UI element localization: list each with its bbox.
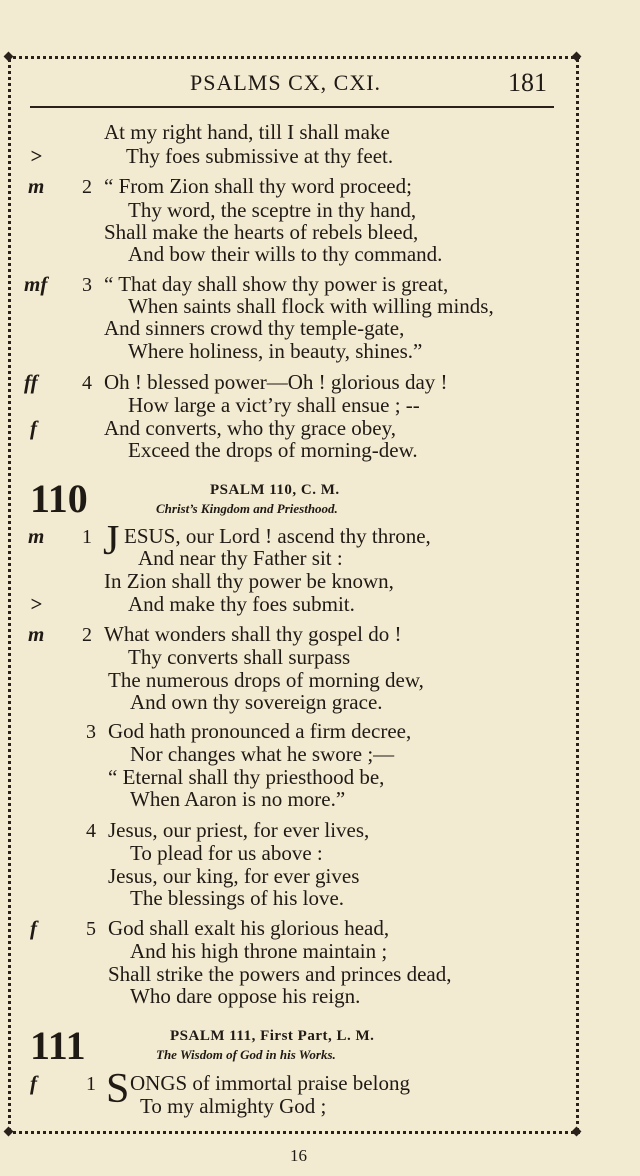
dynamic-mark: > bbox=[30, 144, 42, 168]
dynamic-mark: m bbox=[28, 524, 45, 548]
verse-line: When Aaron is no more.” bbox=[130, 787, 346, 811]
verse-line: ONGS of immortal praise belong bbox=[130, 1071, 410, 1095]
verse-line: God hath pronounced a firm decree, bbox=[108, 719, 412, 743]
verse-line: The blessings of his love. bbox=[130, 886, 345, 910]
verse-line: Shall strike the powers and princes dead, bbox=[108, 962, 452, 986]
verse-number: 4 bbox=[82, 372, 92, 394]
verse-line: Thy word, the sceptre in thy hand, bbox=[128, 198, 417, 222]
psalm-subtitle: The Wisdom of God in his Works. bbox=[156, 1047, 336, 1062]
verse-line: Thy foes submissive at thy feet. bbox=[126, 144, 394, 168]
bottom-border bbox=[8, 1131, 580, 1134]
dynamic-mark: ff bbox=[24, 370, 38, 394]
running-header: PSALMS CX, CXI. bbox=[190, 70, 382, 95]
verse-line: To plead for us above : bbox=[130, 841, 323, 865]
corner-ornament-bl bbox=[4, 1127, 14, 1137]
verse-line: At my right hand, till I shall make bbox=[104, 120, 390, 144]
left-border bbox=[8, 58, 11, 1132]
verse-line: Exceed the drops of morning-dew. bbox=[128, 438, 418, 462]
verse-line: And converts, who thy grace obey, bbox=[104, 416, 396, 440]
dynamic-mark: m bbox=[28, 174, 45, 198]
verse-line: “ From Zion shall thy word proceed; bbox=[104, 174, 412, 198]
verse-line: Where holiness, in beauty, shines.” bbox=[128, 339, 423, 363]
corner-ornament-tl bbox=[4, 52, 14, 62]
verse-line: The numerous drops of morning dew, bbox=[108, 668, 424, 692]
verse-line: Jesus, our priest, for ever lives, bbox=[108, 818, 370, 842]
verse-line: Who dare oppose his reign. bbox=[130, 984, 361, 1008]
verse-line: And sinners crowd thy temple-gate, bbox=[104, 316, 405, 340]
corner-ornament-br bbox=[572, 1127, 582, 1137]
verse-line: In Zion shall thy power be known, bbox=[104, 569, 394, 593]
right-border bbox=[576, 58, 579, 1132]
header-rule bbox=[30, 106, 554, 108]
psalm-number-large: 111 bbox=[30, 1023, 86, 1068]
verse-line: “ Eternal shall thy priesthood be, bbox=[108, 765, 385, 789]
verse-line: Shall make the hearts of rebels bleed, bbox=[104, 220, 419, 244]
verse-number: 1 bbox=[86, 1073, 96, 1095]
dynamic-mark: m bbox=[28, 622, 45, 646]
verse-line: And own thy sovereign grace. bbox=[130, 690, 383, 714]
psalm-subtitle: Christ’s Kingdom and Priesthood. bbox=[156, 501, 338, 516]
verse-line: And near thy Father sit : bbox=[138, 546, 343, 570]
verse-line: Thy converts shall surpass bbox=[128, 645, 351, 669]
psalm-title: PSALM 111, First Part, L. M. bbox=[170, 1028, 375, 1044]
verse-number: 3 bbox=[86, 721, 96, 743]
verse-line: Oh ! blessed power—Oh ! glorious day ! bbox=[104, 370, 448, 394]
verse-line: What wonders shall thy gospel do ! bbox=[104, 622, 402, 646]
dynamic-mark: > bbox=[30, 592, 42, 616]
dynamic-mark: f bbox=[30, 916, 37, 940]
verse-line: To my almighty God ; bbox=[140, 1094, 327, 1118]
psalm-title: PSALM 110, C. M. bbox=[210, 482, 340, 498]
verse-number: 2 bbox=[82, 624, 92, 646]
verse-line: And make thy foes submit. bbox=[128, 592, 355, 616]
psalm-number-large: 110 bbox=[30, 476, 88, 521]
verse-line: Jesus, our king, for ever gives bbox=[108, 864, 360, 888]
drop-cap: J bbox=[103, 518, 120, 564]
verse-number: 2 bbox=[82, 176, 92, 198]
dynamic-mark: mf bbox=[24, 272, 48, 296]
corner-ornament-tr bbox=[572, 52, 582, 62]
verse-line: God shall exalt his glorious head, bbox=[108, 916, 390, 940]
verse-line: When saints shall flock with willing minds, bbox=[128, 294, 494, 318]
verse-line: ESUS, our Lord ! ascend thy throne, bbox=[124, 524, 431, 548]
verse-line: And bow their wills to thy command. bbox=[128, 242, 443, 266]
dynamic-mark: f bbox=[30, 1071, 37, 1095]
top-border bbox=[8, 56, 580, 59]
verse-line: How large a vict’ry shall ensue ; -- bbox=[128, 393, 420, 417]
verse-number: 3 bbox=[82, 274, 92, 296]
signature-mark: 16 bbox=[290, 1146, 307, 1165]
verse-number: 4 bbox=[86, 820, 96, 842]
drop-cap: S bbox=[106, 1066, 130, 1112]
verse-number: 1 bbox=[82, 526, 92, 548]
dynamic-mark: f bbox=[30, 416, 37, 440]
verse-line: And his high throne maintain ; bbox=[130, 939, 388, 963]
verse-line: “ That day shall show thy power is great, bbox=[104, 272, 449, 296]
verse-line: Nor changes what he swore ;— bbox=[130, 742, 395, 766]
page-number: 181 bbox=[508, 68, 547, 97]
verse-number: 5 bbox=[86, 918, 96, 940]
